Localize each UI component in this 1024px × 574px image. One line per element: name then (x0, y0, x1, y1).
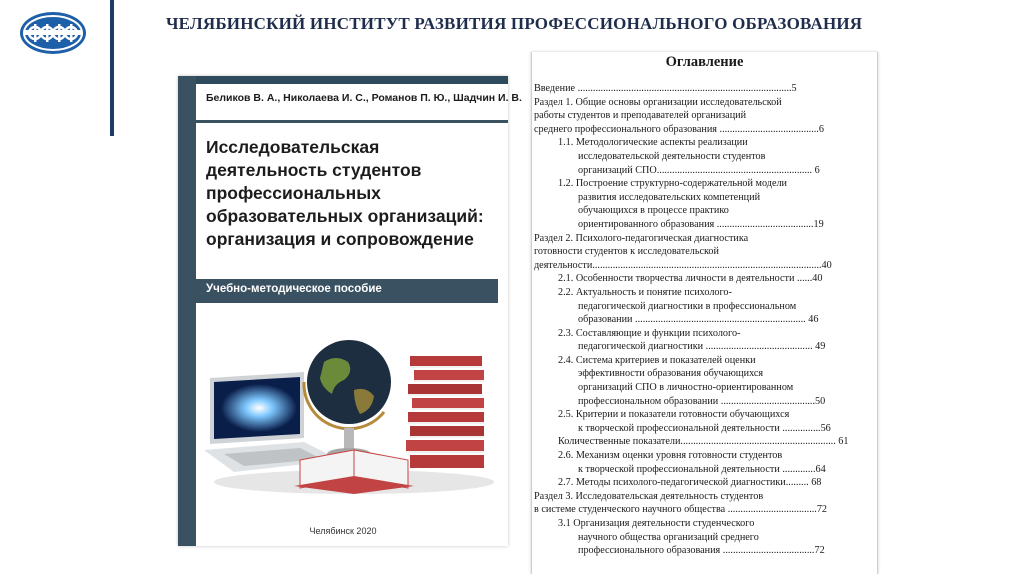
cover-title-line: образовательных организаций: (206, 206, 484, 226)
toc-entry: научного общества организаций среднего (578, 531, 759, 543)
page-title: ЧЕЛЯБИНСКИЙ ИНСТИТУТ РАЗВИТИЯ ПРОФЕССИОНАЛЬНОГО ОБРАЗОВАНИЯ (166, 14, 863, 33)
toc-entry: 3.1 Организация деятельности студенческого (558, 518, 755, 529)
toc-entry: к творческой профессиональной деятельности ...............56 (578, 422, 831, 434)
toc-entry: работы студентов и преподавателей организаций (534, 110, 747, 122)
cover-authors-rule (196, 120, 508, 123)
toc-list (532, 82, 877, 558)
toc-page (531, 52, 878, 574)
toc-entry: Раздел 1. Общие основы организации исследовательской (534, 96, 782, 108)
toc-entry: образовании ................................................................... 46 (578, 314, 819, 326)
book-cover (178, 76, 522, 546)
toc-entry: готовности студентов к исследовательской (534, 246, 719, 258)
cover-left-bar (178, 76, 196, 546)
toc-entry: педагогической диагностики в профессиональном (578, 300, 797, 312)
institute-logo (18, 10, 88, 56)
toc-entry: 2.6. Механизм оценки уровня готовности студентов (558, 450, 783, 462)
toc-entry: 2.4. Система критериев и показателей оценки (558, 354, 756, 366)
toc-entry: 2.3. Составляющие и функции психолого- (558, 327, 741, 339)
toc-entry: ориентированного образования ......................................19 (578, 218, 824, 230)
cover-subtitle: Учебно-методическое пособие (206, 283, 382, 295)
logo-emblem-icon (18, 10, 88, 56)
cover-illustration (204, 332, 494, 497)
cover-title-line: деятельность студентов (206, 160, 422, 180)
toc-entry: педагогической диагностики .......................................... 49 (578, 341, 826, 353)
toc-entry: среднего профессионального образования .......................................6 (534, 123, 824, 135)
toc-entry: развития исследовательских компетенций (578, 191, 761, 203)
books-stack-icon (406, 356, 484, 468)
toc-entry: эффективности образования обучающихся (578, 368, 764, 380)
toc-entry: исследовательской деятельности студентов (578, 150, 766, 162)
cover-authors: Беликов В. А., Николаева И. С., Романов П. Ю., Шадчин И. В. (206, 92, 522, 104)
toc-entry: в системе студенческого научного общества ...................................72 (534, 504, 828, 516)
toc-entry: к творческой профессиональной деятельности .............64 (578, 463, 826, 475)
cover-subtitle-bar (196, 279, 498, 303)
toc-entry: 2.5. Критерии и показатели готовности обучающихся (558, 409, 790, 421)
toc-entry: 2.1. Особенности творчества личности в деятельности ......40 (558, 273, 823, 285)
toc-entry: Количественные показатели............................................................. 61 (558, 436, 849, 448)
toc-entry: 1.1. Методологические аспекты реализации (558, 137, 748, 149)
toc-entry: 1.2. Построение структурно-содержательной модели (558, 178, 787, 190)
toc-entry: Введение ....................................................................................5 (534, 83, 797, 94)
toc-entry: обучающихся в процессе практико (578, 205, 729, 217)
toc-entry: Раздел 2. Психолого-педагогическая диагностика (534, 232, 749, 244)
header-divider (110, 0, 114, 136)
cover-title-line: организация и сопровождение (206, 229, 474, 249)
toc-entry: Раздел 3. Исследовательская деятельность студентов (534, 490, 764, 502)
toc-entry: 2.7. Методы психолого-педагогической диагностики......... 68 (558, 477, 822, 489)
toc-entry: организаций СПО............................................................. 6 (578, 164, 820, 176)
cover-top-bar (178, 76, 508, 84)
toc-entry: деятельности..........................................................................................40 (534, 259, 832, 271)
cover-title (206, 136, 506, 251)
toc-entry: 2.2. Актуальность и понятие психолого- (558, 286, 732, 298)
globe-icon (304, 340, 391, 460)
toc-entry: профессиональном образовании .....................................50 (578, 395, 826, 407)
toc-entry: профессионального образования ....................................72 (578, 545, 825, 557)
cover-title-line: Исследовательская (206, 137, 380, 157)
toc-entry: организаций СПО в личностно-ориентированном (578, 382, 794, 394)
toc-heading: Оглавление (665, 54, 744, 70)
cover-city-year: Челябинск 2020 (309, 526, 377, 536)
cover-title-line: профессиональных (206, 183, 381, 203)
